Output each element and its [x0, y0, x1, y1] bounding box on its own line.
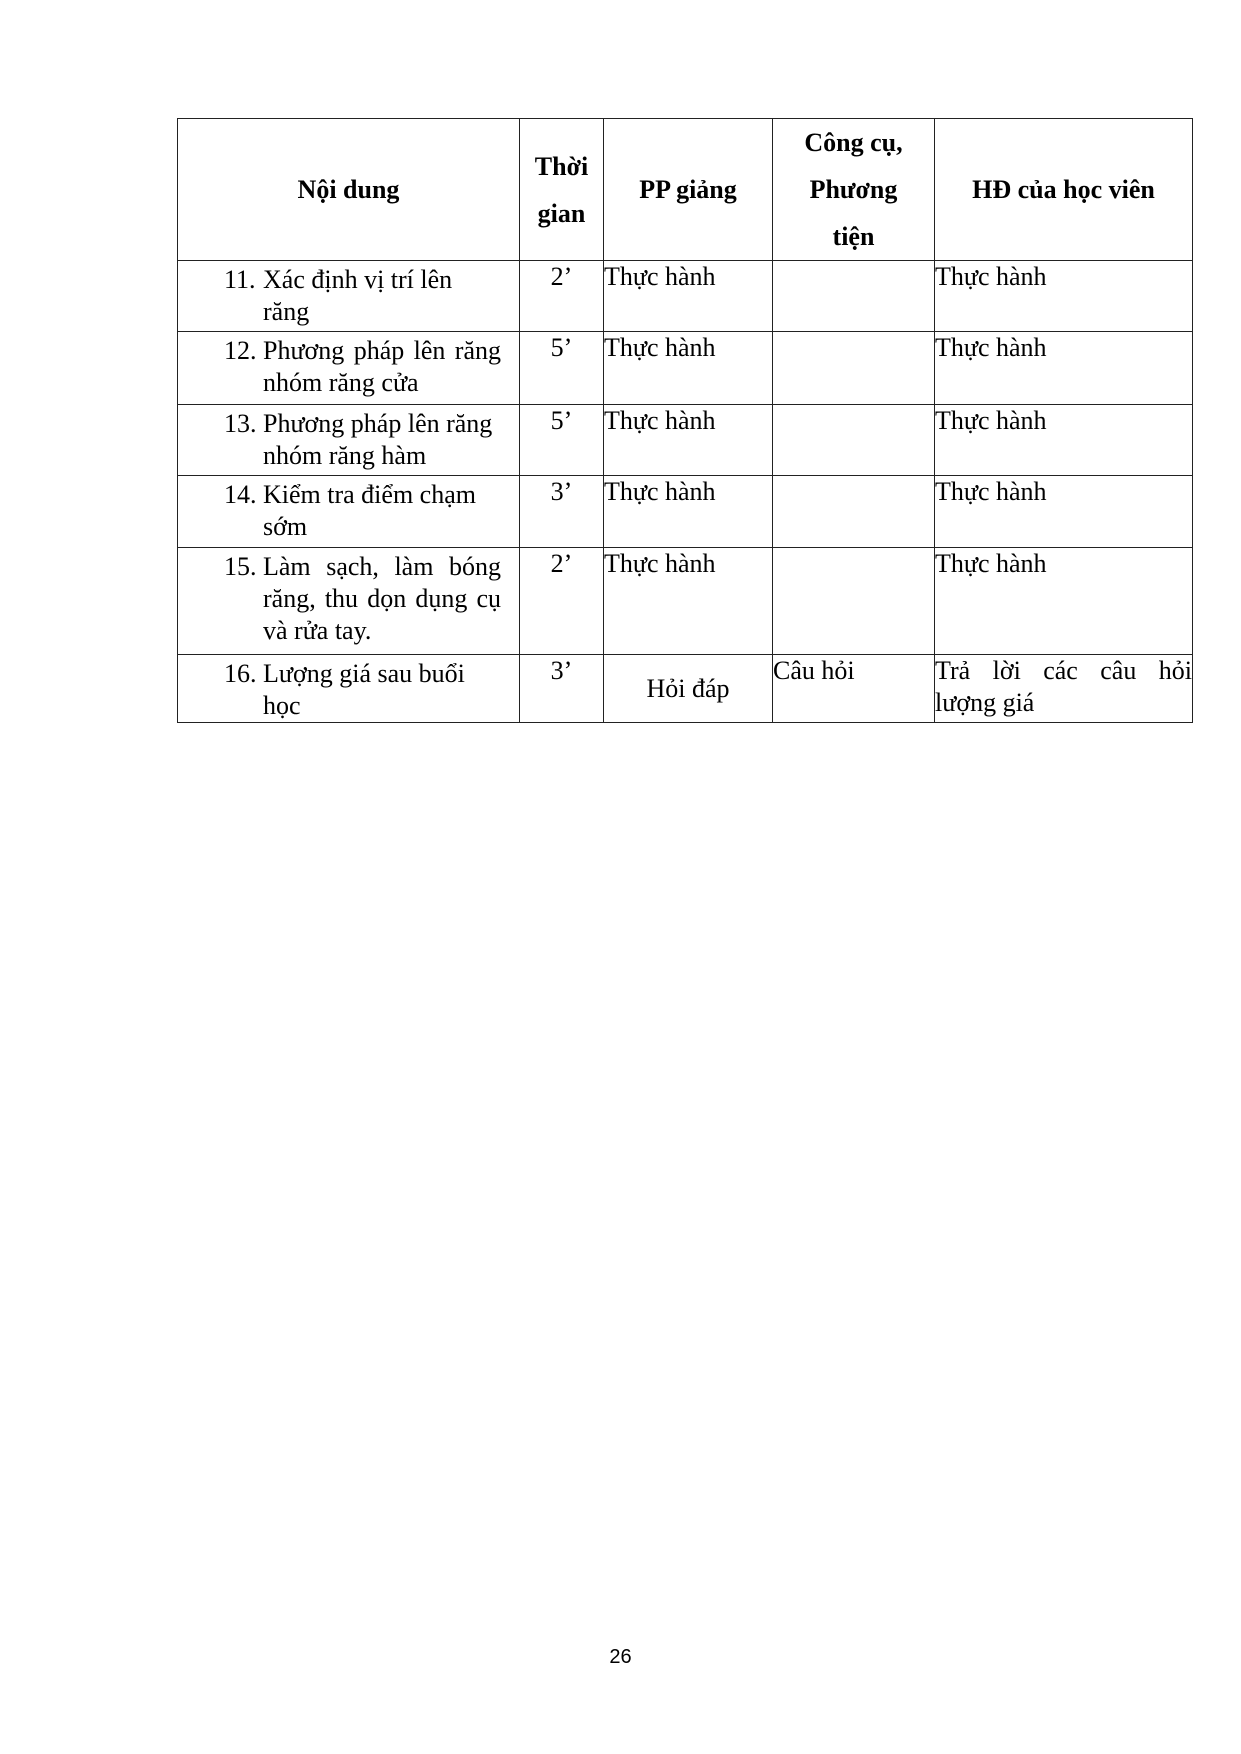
table-row — [178, 476, 1193, 548]
header-activity: HĐ của học viên — [935, 119, 1193, 261]
table-row — [178, 405, 1193, 476]
cell-method: Thực hành — [604, 261, 773, 332]
row-content: Phương pháp lên răng nhóm răng hàm — [263, 409, 493, 470]
cell-tools — [773, 548, 935, 655]
cell-time: 2’ — [520, 261, 604, 332]
cell-method: Thực hành — [604, 405, 773, 476]
cell-content — [178, 548, 520, 655]
row-number: 11. — [224, 265, 256, 294]
row-number: 13. — [224, 409, 257, 438]
cell-activity: Thực hành — [935, 476, 1193, 548]
cell-content — [178, 476, 520, 548]
header-tools: Công cụ, Phương tiện — [773, 119, 935, 261]
cell-activity — [935, 655, 1193, 723]
activity-line: Trả lời các câu hỏi — [935, 656, 1192, 685]
cell-method: Thực hành — [604, 548, 773, 655]
table-row — [178, 548, 1193, 655]
cell-method: Thực hành — [604, 476, 773, 548]
page-number: 26 — [609, 1646, 632, 1668]
row-number: 15. — [224, 552, 257, 581]
row-number: 12. — [224, 336, 257, 365]
cell-method: Hỏi đáp — [604, 655, 773, 723]
cell-activity: Thực hành — [935, 405, 1193, 476]
activity-line: lượng giá — [935, 688, 1035, 717]
header-method: PP giảng — [604, 119, 773, 261]
cell-content — [178, 655, 520, 723]
row-content: Kiểm tra điểm chạm sớm — [263, 480, 476, 541]
cell-tools: Câu hỏi — [773, 655, 935, 723]
cell-time: 5’ — [520, 332, 604, 405]
header-time: Thời gian — [520, 119, 604, 261]
table-header-row — [178, 119, 1193, 261]
cell-tools — [773, 261, 935, 332]
header-content: Nội dung — [178, 119, 520, 261]
table-row — [178, 261, 1193, 332]
row-number: 14. — [224, 480, 257, 509]
row-number: 16. — [224, 659, 257, 688]
cell-tools — [773, 476, 935, 548]
row-content: Phương pháp lên răng nhóm răng cửa — [263, 336, 501, 397]
cell-time: 3’ — [520, 655, 604, 723]
row-content: Làm sạch, làm bóng răng, thu dọn dụng cụ và rửa tay. — [263, 552, 501, 645]
cell-activity: Thực hành — [935, 261, 1193, 332]
cell-content — [178, 405, 520, 476]
cell-time: 5’ — [520, 405, 604, 476]
cell-activity: Thực hành — [935, 548, 1193, 655]
row-content: Xác định vị trí lên răng — [263, 265, 453, 326]
cell-time: 3’ — [520, 476, 604, 548]
cell-content — [178, 261, 520, 332]
cell-method: Thực hành — [604, 332, 773, 405]
table-row — [178, 332, 1193, 405]
cell-activity: Thực hành — [935, 332, 1193, 405]
cell-tools — [773, 405, 935, 476]
table-row — [178, 655, 1193, 723]
cell-content — [178, 332, 520, 405]
row-content: Lượng giá sau buổi học — [263, 659, 465, 720]
cell-tools — [773, 332, 935, 405]
cell-time: 2’ — [520, 548, 604, 655]
lesson-plan-table — [177, 118, 1193, 723]
